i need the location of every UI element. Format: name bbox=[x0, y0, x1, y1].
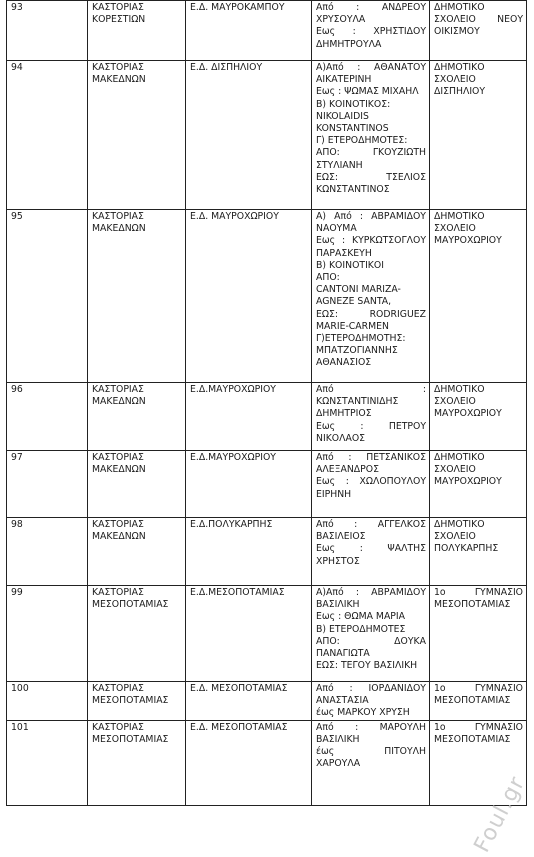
cell-line: ΕΩΣ: ΤΕΓΟΥ ΒΑΣΙΛΙΚΗ bbox=[316, 660, 418, 672]
cell-line: ΒΑΣΙΛΙΚΗ bbox=[316, 733, 360, 745]
region-cell bbox=[88, 682, 186, 721]
cell-line: Εως : ΧΩΛΟΠΟΥΛΟΥ bbox=[316, 476, 426, 488]
cell-line: 97 bbox=[11, 452, 23, 463]
cell-line: ΜΕΣΟΠΟΤΑΜΙΑΣ bbox=[434, 695, 511, 707]
cell-line: ΑΠΟ: bbox=[316, 272, 340, 284]
voters-range-cell bbox=[312, 210, 430, 383]
cell-line: ΚΟΡΕΣΤΙΩΝ bbox=[92, 14, 146, 26]
cell-line: ΔΗΜΟΤΙΚΟ bbox=[434, 519, 485, 530]
cell-line: ΣΧΟΛΕΙΟ bbox=[434, 74, 476, 86]
cell-line: ΠΟΛΥΚΑΡΠΗΣ bbox=[434, 543, 499, 555]
cell-line: ΚΑΣΤΟΡΙΑΣ bbox=[92, 384, 144, 395]
cell-line: 100 bbox=[11, 683, 29, 694]
cell-line: Β) ΚΟΙΝΟΤΙΚΟΣ: bbox=[316, 98, 391, 110]
region-cell bbox=[88, 451, 186, 518]
cell-line: AGNEZE SANTA, bbox=[316, 296, 392, 308]
voters-range-cell bbox=[312, 451, 430, 518]
cell-line: ΜΑΥΡΟΧΩΡΙΟΥ bbox=[434, 408, 502, 420]
table-row bbox=[7, 61, 527, 210]
voters-range-cell bbox=[312, 586, 430, 682]
cell-line: MARIE-CARMEN bbox=[316, 320, 389, 332]
voters-range-cell bbox=[312, 682, 430, 721]
cell-line: Ε.Δ. ΜΕΣΟΠΟΤΑΜΙΑΣ bbox=[190, 721, 288, 733]
row-number-cell bbox=[7, 451, 88, 518]
table-row bbox=[7, 682, 527, 721]
cell-line: ΜΠΑΤΖΟΓΙΑΝΝΗΣ bbox=[316, 345, 398, 357]
row-number-cell bbox=[7, 586, 88, 682]
electoral-district-cell bbox=[186, 61, 312, 210]
region-cell bbox=[88, 210, 186, 383]
cell-line: Από : ΑΝΔΡΕΟΥ bbox=[316, 2, 426, 13]
polling-place-cell bbox=[430, 518, 527, 586]
voters-range-cell bbox=[312, 383, 430, 451]
cell-line: Ε.Δ. ΔΙΣΠΗΛΙΟΥ bbox=[190, 62, 263, 73]
cell-line: ΟΙΚΙΣΜΟΥ bbox=[434, 26, 480, 38]
cell-line: Από : ΑΓΓΕΛΚΟΣ bbox=[316, 519, 426, 530]
cell-line: Ε.Δ. ΜΕΣΟΠΟΤΑΜΙΑΣ bbox=[190, 683, 288, 694]
cell-line: Ε.Δ. ΜΑΥΡΟΧΩΡΙΟΥ bbox=[190, 211, 279, 222]
cell-line: ΜΑΚΕΔΝΩΝ bbox=[92, 396, 146, 408]
cell-line: Από : bbox=[316, 384, 426, 395]
cell-line: ΣΧΟΛΕΙΟ ΝΕΟΥ bbox=[434, 14, 523, 26]
electoral-district-cell bbox=[186, 1, 312, 61]
cell-line: Από : ΙΟΡΔΑΝΙΔΟΥ bbox=[316, 683, 426, 694]
cell-line: 101 bbox=[11, 721, 29, 733]
electoral-district-cell bbox=[186, 518, 312, 586]
cell-line: 95 bbox=[11, 211, 23, 222]
voters-range-cell bbox=[312, 518, 430, 586]
cell-line: ΑΘΑΝΑΣΙΟΣ bbox=[316, 357, 372, 369]
cell-line: ΣΧΟΛΕΙΟ bbox=[434, 464, 476, 476]
cell-line: 1ο ΓΥΜΝΑΣΙΟ bbox=[434, 721, 523, 733]
cell-line: ΜΑΚΕΔΝΩΝ bbox=[92, 223, 146, 235]
table-row bbox=[7, 1, 527, 61]
cell-line: ΑΙΚΑΤΕΡΙΝΗ bbox=[316, 74, 372, 86]
row-number-cell bbox=[7, 1, 88, 61]
cell-line: Γ) ΕΤΕΡΟΔΗΜΟΤΕΣ: bbox=[316, 135, 408, 147]
cell-line: ΚΑΣΤΟΡΙΑΣ bbox=[92, 62, 144, 73]
cell-line: ΚΑΣΤΟΡΙΑΣ bbox=[92, 211, 144, 222]
cell-line: ΒΑΣΙΛΙΚΗ bbox=[316, 599, 360, 611]
cell-line: ΠΑΡΑΣΚΕΥΗ bbox=[316, 247, 372, 259]
cell-line: ΔΙΣΠΗΛΙΟΥ bbox=[434, 86, 486, 98]
row-number-cell bbox=[7, 61, 88, 210]
cell-line: Εως : ΠΕΤΡΟΥ bbox=[316, 420, 426, 432]
cell-line: Εως : ΧΡΗΣΤΙΔΟΥ bbox=[316, 26, 426, 38]
cell-line: ΕΩΣ: ΤΣΕΛΙΟΣ bbox=[316, 171, 426, 183]
cell-line: ΚΩΝΣΤΑΝΤΙΝΙΔΗΣ bbox=[316, 396, 399, 408]
polling-place-cell bbox=[430, 682, 527, 721]
cell-line: 94 bbox=[11, 62, 23, 73]
cell-line: ΚΑΣΤΟΡΙΑΣ bbox=[92, 519, 144, 530]
row-number-cell bbox=[7, 518, 88, 586]
row-number-cell bbox=[7, 383, 88, 451]
cell-line: ΔΗΜΟΤΙΚΟ bbox=[434, 384, 485, 395]
cell-line: ΑΝΑΣΤΑΣΙΑ bbox=[316, 695, 369, 707]
table-row bbox=[7, 383, 527, 451]
cell-line: Εως : ΘΩΜΑ ΜΑΡΙΑ bbox=[316, 611, 406, 623]
electoral-district-cell bbox=[186, 586, 312, 682]
cell-line: ΜΕΣΟΠΟΤΑΜΙΑΣ bbox=[92, 599, 169, 611]
cell-line: Β) ΕΤΕΡΟΔΗΜΟΤΕΣ bbox=[316, 623, 406, 635]
cell-line: ΜΕΣΟΠΟΤΑΜΙΑΣ bbox=[92, 733, 169, 745]
electoral-district-cell bbox=[186, 682, 312, 721]
electoral-district-cell bbox=[186, 451, 312, 518]
cell-line: ΒΑΣΙΛΕΙΟΣ bbox=[316, 531, 366, 543]
region-cell bbox=[88, 61, 186, 210]
table-row bbox=[7, 586, 527, 682]
cell-line: ΜΕΣΟΠΟΤΑΜΙΑΣ bbox=[434, 733, 511, 745]
cell-line: KONSTANTINOS bbox=[316, 123, 389, 135]
cell-line: ΔΗΜΗΤΡΙΟΣ bbox=[316, 408, 372, 420]
region-cell bbox=[88, 518, 186, 586]
cell-line: ΔΗΜΟΤΙΚΟ bbox=[434, 452, 485, 463]
cell-line: ΣΧΟΛΕΙΟ bbox=[434, 223, 476, 235]
cell-line: 98 bbox=[11, 519, 23, 530]
cell-line: 1ο ΓΥΜΝΑΣΙΟ bbox=[434, 587, 523, 598]
table-row bbox=[7, 210, 527, 383]
cell-line: Από : ΜΑΡΟΥΛΗ bbox=[316, 721, 426, 733]
cell-line: ΚΑΣΤΟΡΙΑΣ bbox=[92, 721, 144, 733]
cell-line: ΔΗΜΗΤΡΟΥΛΑ bbox=[316, 38, 382, 50]
cell-line: ΧΡΗΣΤΟΣ bbox=[316, 555, 360, 567]
cell-line: Γ)ΕΤΕΡΟΔΗΜΟΤΗΣ: bbox=[316, 333, 406, 345]
cell-line: ΜΕΣΟΠΟΤΑΜΙΑΣ bbox=[434, 599, 511, 611]
cell-line: ΜΕΣΟΠΟΤΑΜΙΑΣ bbox=[92, 695, 169, 707]
cell-line: ΚΑΣΤΟΡΙΑΣ bbox=[92, 587, 144, 598]
cell-line: ΔΗΜΟΤΙΚΟ bbox=[434, 2, 485, 13]
cell-line: ΜΑΥΡΟΧΩΡΙΟΥ bbox=[434, 235, 502, 247]
region-cell bbox=[88, 586, 186, 682]
polling-place-cell bbox=[430, 383, 527, 451]
table-body bbox=[7, 1, 527, 806]
cell-line: Α)Από : ΑΘΑΝΑΤΟΥ bbox=[316, 62, 426, 73]
cell-line: CANTONI MARIZA- bbox=[316, 284, 401, 296]
cell-line: 99 bbox=[11, 587, 23, 598]
cell-line: ΣΧΟΛΕΙΟ bbox=[434, 396, 476, 408]
polling-place-cell bbox=[430, 586, 527, 682]
cell-line: Ε.Δ.ΜΕΣΟΠΟΤΑΜΙΑΣ bbox=[190, 587, 285, 598]
cell-line: ΔΗΜΟΤΙΚΟ bbox=[434, 211, 485, 222]
polling-place-cell bbox=[430, 1, 527, 61]
row-number-cell bbox=[7, 720, 88, 805]
cell-line: NIKOLAIDIS bbox=[316, 110, 369, 122]
polling-stations-table bbox=[6, 0, 527, 806]
watermark-logo: Foul.gr bbox=[469, 772, 530, 857]
cell-line: ΜΑΚΕΔΝΩΝ bbox=[92, 74, 146, 86]
voters-range-cell bbox=[312, 61, 430, 210]
cell-line: Β) ΚΟΙΝΟΤΙΚΟΙ bbox=[316, 259, 384, 271]
cell-line: ΜΑΥΡΟΧΩΡΙΟΥ bbox=[434, 476, 502, 488]
electoral-district-cell bbox=[186, 383, 312, 451]
region-cell bbox=[88, 383, 186, 451]
row-number-cell bbox=[7, 210, 88, 383]
electoral-district-cell bbox=[186, 210, 312, 383]
cell-line: Ε.Δ.ΠΟΛΥΚΑΡΠΗΣ bbox=[190, 519, 273, 530]
region-cell bbox=[88, 1, 186, 61]
cell-line: Α)Από : ΑΒΡΑΜΙΔΟΥ bbox=[316, 587, 426, 598]
cell-line: ΧΡΥΣΟΥΛΑ bbox=[316, 14, 366, 26]
cell-line: ΚΑΣΤΟΡΙΑΣ bbox=[92, 683, 144, 694]
electoral-district-cell bbox=[186, 720, 312, 805]
cell-line: ΠΑΝΑΓΙΩΤΑ bbox=[316, 648, 370, 660]
cell-line: ΑΠΟ: ΔΟΥΚΑ bbox=[316, 635, 426, 647]
table-row bbox=[7, 518, 527, 586]
cell-line: ΜΑΚΕΔΝΩΝ bbox=[92, 531, 146, 543]
cell-line: έως ΠΙΤΟΥΛΗ bbox=[316, 746, 426, 758]
cell-line: Ε.Δ.ΜΑΥΡΟΧΩΡΙΟΥ bbox=[190, 384, 276, 395]
cell-line: ΝΙΚΟΛΑΟΣ bbox=[316, 432, 366, 444]
cell-line: ΚΑΣΤΟΡΙΑΣ bbox=[92, 452, 144, 463]
cell-line: ΑΛΕΞΑΝΔΡΟΣ bbox=[316, 464, 379, 476]
polling-place-cell bbox=[430, 210, 527, 383]
cell-line: ΕΙΡΗΝΗ bbox=[316, 488, 352, 500]
cell-line: 93 bbox=[11, 2, 23, 13]
cell-line: ΚΩΝΣΤΑΝΤΙΝΟΣ bbox=[316, 184, 390, 196]
cell-line: έως ΜΑΡΚΟΥ ΧΡΥΣΗ bbox=[316, 707, 410, 719]
cell-line: ΝΑΟΥΜΑ bbox=[316, 223, 357, 235]
cell-line: Εως : ΨΑΛΤΗΣ bbox=[316, 543, 426, 555]
cell-line: Από : ΠΕΤΣΑΝΙΚΟΣ bbox=[316, 452, 426, 463]
cell-line: Α) Από : ΑΒΡΑΜΙΔΟΥ bbox=[316, 211, 426, 222]
cell-line: ΔΗΜΟΤΙΚΟ bbox=[434, 62, 485, 73]
cell-line: ΜΑΚΕΔΝΩΝ bbox=[92, 464, 146, 476]
cell-line: Ε.Δ. ΜΑΥΡΟΚΑΜΠΟΥ bbox=[190, 2, 285, 13]
cell-line: Ε.Δ.ΜΑΥΡΟΧΩΡΙΟΥ bbox=[190, 452, 276, 463]
cell-line: Εως : ΚΥΡΚΩΤΣΟΓΛΟΥ bbox=[316, 235, 426, 247]
table-row bbox=[7, 720, 527, 805]
cell-line: ΑΠΟ: ΓΚΟΥΖΙΩΤΗ bbox=[316, 147, 426, 159]
polling-place-cell bbox=[430, 61, 527, 210]
table-row bbox=[7, 451, 527, 518]
cell-line: ΚΑΣΤΟΡΙΑΣ bbox=[92, 2, 144, 13]
cell-line: 1ο ΓΥΜΝΑΣΙΟ bbox=[434, 683, 523, 694]
row-number-cell bbox=[7, 682, 88, 721]
voters-range-cell bbox=[312, 1, 430, 61]
cell-line: ΧΑΡΟΥΛΑ bbox=[316, 758, 361, 770]
region-cell bbox=[88, 720, 186, 805]
cell-line: 96 bbox=[11, 384, 23, 395]
cell-line: ΕΩΣ: RODRIGUEZ bbox=[316, 308, 426, 320]
voters-range-cell bbox=[312, 720, 430, 805]
cell-line: Εως : ΨΩΜΑΣ ΜΙΧΑΗΛ bbox=[316, 86, 419, 98]
cell-line: ΣΧΟΛΕΙΟ bbox=[434, 531, 476, 543]
polling-place-cell bbox=[430, 451, 527, 518]
cell-line: ΣΤΥΛΙΑΝΗ bbox=[316, 159, 363, 171]
